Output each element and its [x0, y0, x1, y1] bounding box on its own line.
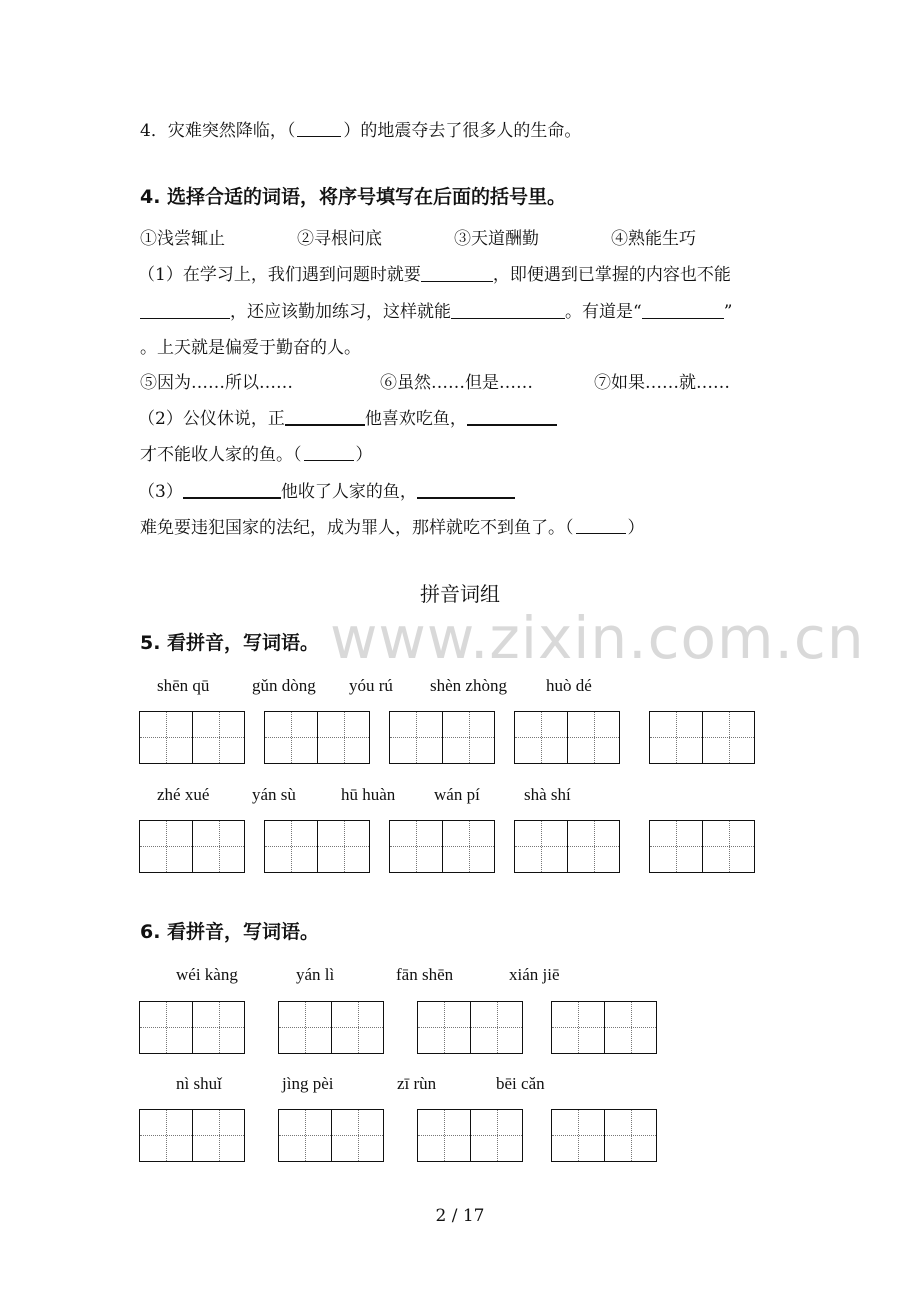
answer-blank[interactable]: [140, 302, 230, 319]
writing-grid[interactable]: [417, 1001, 523, 1054]
p1-text-d: 。有道是“: [565, 302, 642, 322]
pinyin-label: yán lì: [296, 965, 335, 984]
pinyin-label: nì shuǐ: [176, 1074, 222, 1093]
q4-prev-after: ）的地震夺去了很多人的生命。: [343, 121, 582, 141]
writing-grid[interactable]: [514, 820, 620, 873]
answer-blank[interactable]: [576, 519, 626, 534]
pinyin-label: huò dé: [546, 676, 592, 695]
answer-blank[interactable]: [297, 122, 341, 137]
pinyin-label: shà shí: [524, 785, 571, 804]
pinyin-label: gǔn dòng: [252, 676, 316, 695]
writing-grid[interactable]: [139, 1001, 245, 1054]
p2-text-c: 才不能收人家的鱼。（: [140, 445, 302, 465]
p3-text-a: （3）: [138, 482, 183, 502]
pinyin-label: fān shēn: [396, 965, 454, 984]
p2-text-b: 他喜欢吃鱼，: [364, 409, 467, 429]
paragraph-3-line-2: [140, 517, 645, 539]
p1-text-b: ，即便遇到已掌握的内容也不能: [492, 265, 731, 285]
option-6: ⑥虽然……但是……: [380, 373, 533, 393]
paragraph-3-line-1: [138, 481, 515, 503]
p2-text-a: （2）公仪休说，正: [138, 409, 285, 429]
writing-grid[interactable]: [139, 711, 245, 764]
pinyin-label: yóu rú: [349, 676, 393, 695]
pinyin-label: shèn zhòng: [430, 676, 507, 695]
answer-blank[interactable]: [285, 408, 365, 426]
option-3: ③天道酬勤: [454, 229, 539, 249]
question-4-prev: [140, 120, 581, 142]
pinyin-label: xián jiē: [509, 965, 560, 984]
watermark: www.zixin.com.cn: [330, 604, 865, 672]
answer-blank[interactable]: [451, 302, 565, 319]
pinyin-label: zhé xué: [157, 785, 210, 804]
q4-prev-before: 4．灾难突然降临，（: [140, 121, 296, 141]
writing-grid[interactable]: [264, 711, 370, 764]
pinyin-label: wán pí: [434, 785, 480, 804]
option-5: ⑤因为……所以……: [140, 373, 293, 393]
p2-text-d: ）: [355, 445, 373, 465]
answer-blank[interactable]: [642, 302, 724, 319]
pinyin-label: hū huàn: [341, 785, 396, 804]
writing-grid[interactable]: [551, 1001, 657, 1054]
answer-blank[interactable]: [467, 408, 557, 426]
section-4-title: 4. 选择合适的词语，将序号填写在后面的括号里。: [140, 186, 567, 208]
p3-text-b: 他收了人家的鱼，: [280, 482, 417, 502]
pinyin-label: jìng pèi: [282, 1074, 334, 1093]
writing-grid[interactable]: [139, 820, 245, 873]
section-6-title: 6. 看拼音，写词语。: [140, 921, 320, 943]
p3-text-d: ）: [627, 518, 645, 538]
paragraph-1-line-3: 。上天就是偏爱于勤奋的人。: [140, 338, 361, 358]
paragraph-2-line-2: [140, 444, 373, 466]
option-1: ①浅尝辄止: [140, 229, 225, 249]
writing-grid[interactable]: [514, 711, 620, 764]
page-number: 2 / 17: [435, 1206, 485, 1226]
option-2: ②寻根问底: [297, 229, 382, 249]
center-title: 拼音词组: [420, 582, 500, 606]
pinyin-label: wéi kàng: [176, 965, 238, 984]
answer-blank[interactable]: [421, 265, 493, 282]
p1-text-c: ，还应该勤加练习，这样就能: [230, 302, 451, 322]
writing-grid[interactable]: [417, 1109, 523, 1162]
option-7: ⑦如果……就……: [594, 373, 730, 393]
pinyin-label: bēi cǎn: [496, 1074, 545, 1093]
pinyin-label: yán sù: [252, 785, 296, 804]
pinyin-label: zī rùn: [397, 1074, 437, 1093]
writing-grid[interactable]: [551, 1109, 657, 1162]
pinyin-label: shēn qū: [157, 676, 210, 695]
writing-grid[interactable]: [278, 1109, 384, 1162]
writing-grid[interactable]: [139, 1109, 245, 1162]
paragraph-1-line-1: [138, 264, 731, 286]
answer-blank[interactable]: [417, 481, 515, 499]
p1-text-a: （1）在学习上，我们遇到问题时就要: [138, 265, 421, 285]
paragraph-2-line-1: [138, 408, 557, 430]
writing-grid[interactable]: [389, 711, 495, 764]
p3-text-c: 难免要违犯国家的法纪，成为罪人，那样就吃不到鱼了。（: [140, 518, 574, 538]
writing-grid[interactable]: [264, 820, 370, 873]
paragraph-1-line-2: [140, 301, 732, 323]
p1-text-e: ”: [723, 302, 733, 322]
answer-blank[interactable]: [304, 446, 354, 461]
writing-grid[interactable]: [649, 711, 755, 764]
option-4: ④熟能生巧: [611, 229, 696, 249]
writing-grid[interactable]: [278, 1001, 384, 1054]
section-5-title: 5. 看拼音，写词语。: [140, 632, 320, 654]
writing-grid[interactable]: [389, 820, 495, 873]
answer-blank[interactable]: [183, 481, 281, 499]
writing-grid[interactable]: [649, 820, 755, 873]
